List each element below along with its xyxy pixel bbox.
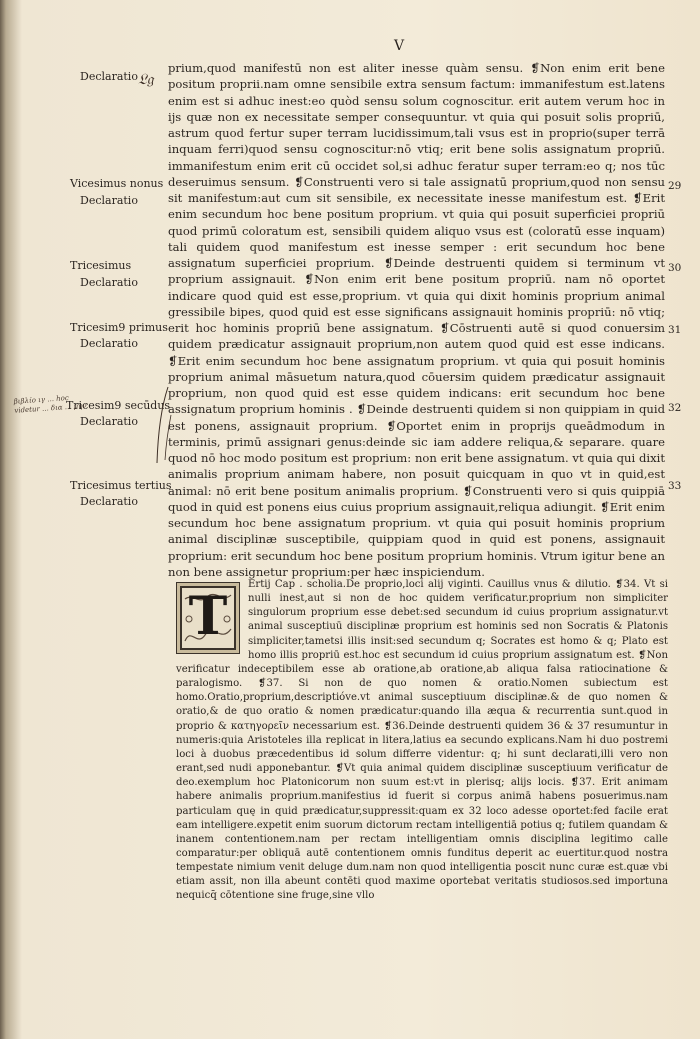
- margin-label-vicesimus-nonus: Vicesimus nonus: [70, 177, 164, 190]
- margin-label-declaratio: Declaratio: [80, 276, 138, 289]
- marginal-scribble-icon: 𝔏𝔤: [138, 70, 154, 88]
- folio-number: V: [394, 38, 406, 54]
- main-paragraph: prium,quod manifestū non est aliter inesse quàm sensu. ❡Non enim erit bene positum proprii.nam omne sensibile extra sensum factum: immanifestum est.latens enim est si adhuc inest:eo quòd sensu solum cognoscitur. erit autem verum hoc in ijs quæ non ex necessitate semper consequuntur. vt quia qui posuit solis propriū, astrum quod fertur super terram lucidissimum,tali vsus est in proprio(super terrā inquam ferri)quod sensu cognoscitur:nō vtiq; erit bene solis assignatum propriū. immanifestum enim erit cū occidet sol,si adhuc feratur super terram:eo q; nos tūc deseruimus sensum. ❡Construenti vero si tale assignatū proprium,quod non sensu sit manifestum:aut cum sit sensibile, ex necessitate inesse manifestum est. ❡Erit enim secundum hoc bene positum proprium. vt quia qui posuit superficiei propriū quod primū coloratum est, sensibili quidem aliquo vsus est (coloratū esse inquam) tali quidem quod manifestum est inesse semper : erit secundum hoc bene assignatum superficiei proprium. ❡Deinde destruenti quidem si terminum vt proprium assignauit. ❡Non enim erit bene positum propriū. nam nō oportet indicare quod quid est esse,proprium. vt quia qui dixit hominis proprium animal gressibile bipes, quod quid est esse significans assignauit hominis propriū: nō vtiq; erit hoc hominis propriū bene assignatum. ❡Cōstruenti autē si quod conuersim quidem prædicatur assignauit proprium,non autem quod quid est esse indicans. ❡Erit enim secundum hoc bene assignatum proprium. vt quia qui posuit hominis proprium animal māsuetum natura,quod cōuersim quidem prædicatur assignauit proprium, non quod quid est esse quidem indicans: erit secundum hoc bene assignatum proprium hominis . ❡Deinde destruenti quidem si non quippiam in quid est ponens, assignauit proprium. ❡Oportet enim in proprijs queādmodum in terminis, primū assignari genus:deinde sic iam addere reliqua,& separare. quare quod nō hoc modo positum est proprium: non erit bene assignatum. vt quia qui dixit animalis proprium animam habere, non posuit quicquam in quo vt in quid,est animal: nō erit bene positum animalis proprium. ❡Construenti vero si quis quippiā quod in quid est ponens eius cuius proprium assignauit,reliqua adiungit. ❡Erit enim secundum hoc bene assignatum proprium. vt quia qui posuit hominis proprium animal disciplinæ susceptibile, quippiam quod in quid est ponens, assignauit proprium: erit secundum hoc bene positum proprium hominis. Vtrum igitur bene an non bene assignetur proprium:per hæc inspiciendum.: [168, 61, 665, 579]
- margin-label-declaratio: Declaratio: [80, 337, 138, 350]
- initial-letter: T: [188, 586, 228, 647]
- section-number: 32: [668, 402, 682, 414]
- margin-label-tricesimus-tertius: Tricesimus tertius: [70, 479, 172, 492]
- margin-label-tricesimus-secundus: Tricesim9 secūdus: [66, 399, 171, 412]
- margin-label-declaratio: Declaratio: [80, 194, 138, 207]
- handwritten-annotation: βιβλίο ιγ ... hoc videtur ... δια ... μην: [13, 393, 87, 415]
- margin-label-declaratio: Declaratio: [80, 70, 138, 83]
- decorated-initial: [176, 582, 240, 654]
- section-number: 33: [668, 480, 682, 492]
- margin-label-declaratio: Declaratio: [80, 495, 138, 508]
- section-number: 29: [668, 180, 682, 192]
- section-number: 30: [668, 262, 682, 274]
- margin-label-declaratio: Declaratio: [80, 415, 138, 428]
- section-number: 31: [668, 324, 682, 336]
- scholia-block: [176, 578, 668, 904]
- scholia-paragraph: Ertij Cap . scholia.De proprio,loci alij viginti. Cauillus vnus & dilutio. ❡34. Vt si nulli inest,aut si non de hoc quidem verificatur.proprium non simpliciter singulorum proprium esse debet:sed secundum id cuius proprium assignatur.vt animal susceptiuū disciplinæ proprium est hominis sed non Socratis & Platonis simpliciter,tametsi illis insit:sed secundum q; Socrates est homo & q; Plato est homo illis propriū est.hoc est secundum id cuius proprium assignatum est. ❡Non verificatur indeceptibilem esse ab oratione,ab oratione,ab aliqua falsa ratiocinatione & paralogismo. ❡37. Si non de quo nomen & oratio.Nomen subiectum est homo.Oratio,proprium,descriptióve.vt animal susceptiuum disciplinæ.& de quo nomen & oratio,& de quo oratio & nomen prædicatur:quando illa æqua & recurrentia sunt.quod in proprio & κατηγορεῖν necessarium est. ❡36.Deinde destruenti quidem 36 & 37 resumuntur in numeris:quia Aristoteles illa replicat in litera,latius ea secundo explicans.Nam hi duo postremi loci à duobus præcedentibus id solum differre videntur: q; hi sunt declarati,illi vero non erant,sed nudi apponebantur. ❡Vt quia animal quidem disciplinæ susceptiuum verificatur de deo.exemplum hoc Platonicorum non suum est:vt in plerisq; alijs locis. ❡37. Erit animam habere animalis proprium.manifestius id fuerit si corpus animā habens posuerimus.nam particulam quę in quid prædicatur,suppressit:quam ex 32 loco adesse oportet:fed facile erat eam intelligere.expetit enim suorum dictorum rectam intelligentiā potius q; futilem quandam & inanem contentionem.nam per rectam intelligentiam omnis disciplina legitimo calle comparatur:per obliquā autē contentionem omnis funditus deperit ac euertitur.quod nostra tempestate nimium venit deluge dum.nam non quod intelligentia poscit nunc curæ est.quæ vbi etiam assit, non illa abeunt contēti quod maxime oportebat veritatis studiosos.sed importuna nequicq̄ cōtentione sine fruge,sine vllo: [176, 579, 668, 902]
- margin-label-tricesimus-primus: Tricesim9 primus: [70, 321, 168, 334]
- main-text-block: [168, 60, 665, 580]
- margin-label-tricesimus: Tricesimus: [70, 259, 132, 272]
